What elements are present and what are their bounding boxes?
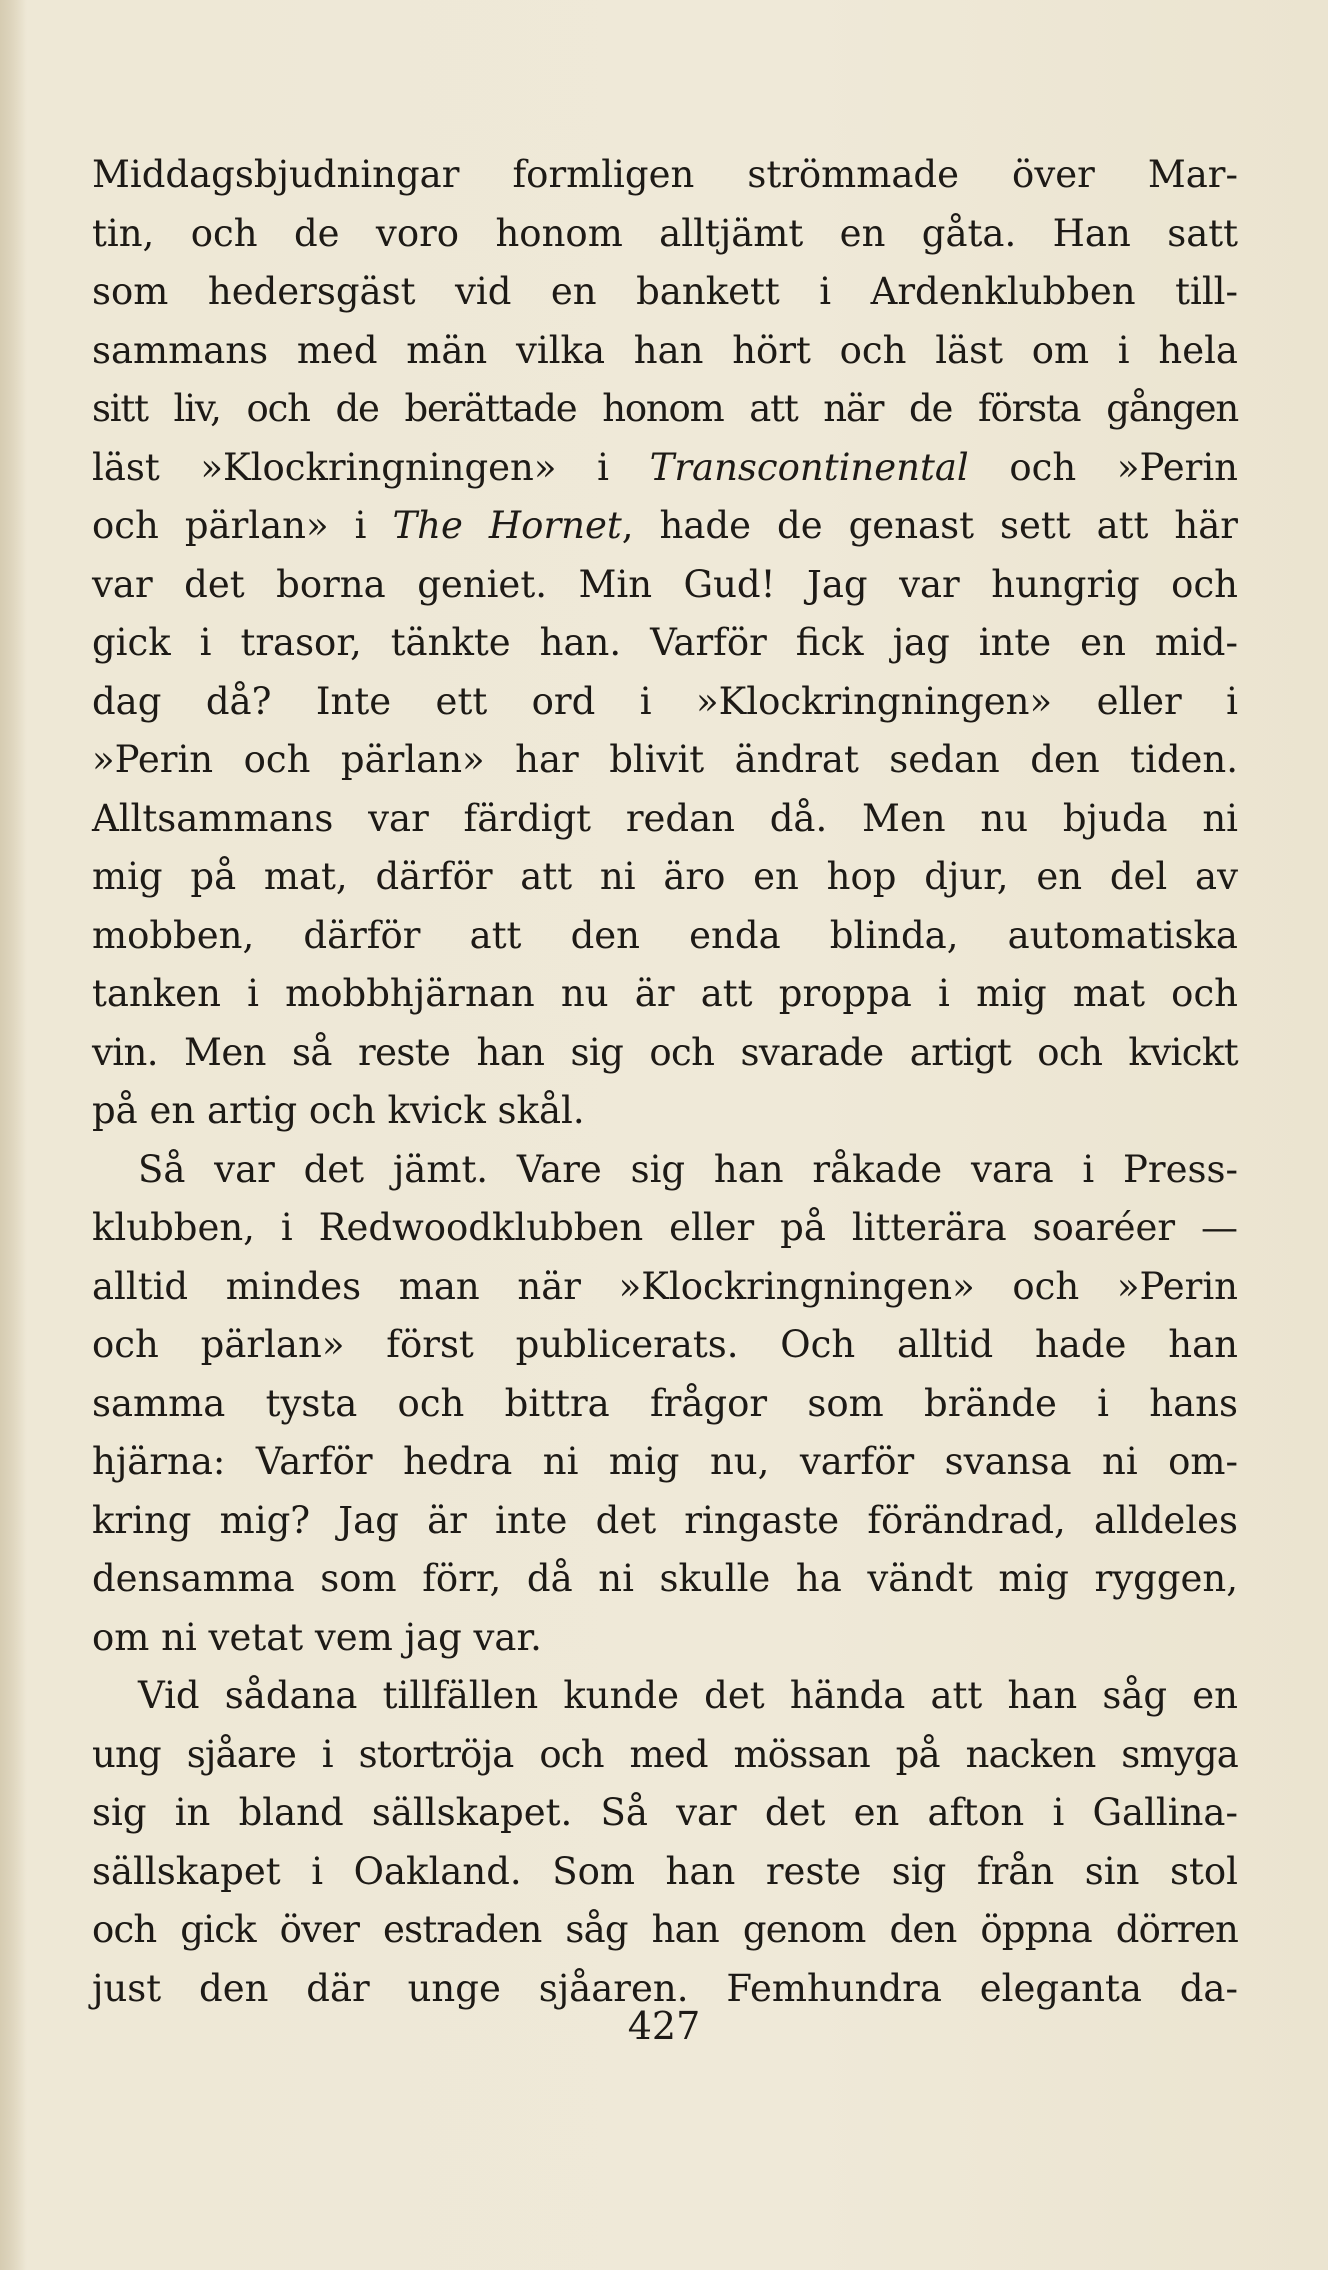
text-line: kring mig? Jag är inte det ringaste förändrad, alldeles — [92, 1498, 1238, 1542]
text-line: vin. Men så reste han sig och svarade artigt och kvickt — [92, 1030, 1238, 1074]
text-line: gick i trasor, tänkte han. Varför fick jag inte en mid- — [92, 621, 1238, 664]
text-line: på en artig och kvick skål. — [92, 1089, 585, 1132]
text-line: och pärlan» först publicerats. Och alltid hade han — [92, 1323, 1238, 1366]
text-line: om ni vetat vem jag var. — [92, 1615, 542, 1659]
text-line: alltid mindes man när »Klockringningen» och »Perin — [92, 1264, 1238, 1308]
text-line: sällskapet i Oakland. Som han reste sig från sin stol — [92, 1849, 1238, 1893]
italic-title: Transcontinental — [649, 445, 969, 489]
body-text — [92, 146, 1238, 2018]
text-line: ung sjåare i stortröja och med mössan på nacken smyga — [92, 1732, 1238, 1776]
text-line: tin, och de voro honom alltjämt en gåta. Han satt — [92, 211, 1238, 255]
text-line: och pärlan» i The Hornet, hade de genast sett att här — [92, 504, 1238, 547]
text-line: »Perin och pärlan» har blivit ändrat sedan den tiden. — [92, 738, 1238, 781]
text-line: Så var det jämt. Vare sig han råkade vara i Press- — [138, 1147, 1238, 1191]
text-line: hjärna: Varför hedra ni mig nu, varför svansa ni om- — [92, 1440, 1238, 1483]
text-line: var det borna geniet. Min Gud! Jag var hungrig och — [92, 562, 1238, 606]
text-line: samma tysta och bittra frågor som brände i hans — [92, 1381, 1238, 1425]
text-line: sammans med män vilka han hört och läst om i hela — [92, 328, 1238, 372]
text-line: densamma som förr, då ni skulle ha vändt mig ryggen, — [92, 1557, 1238, 1600]
text-line: tanken i mobbhjärnan nu är att proppa i mig mat och — [92, 972, 1238, 1015]
text-line: dag då? Inte ett ord i »Klockringningen» eller i — [92, 679, 1238, 723]
text-line: klubben, i Redwoodklubben eller på litterära soaréer — — [92, 1206, 1238, 1249]
text-line: just den där unge sjåaren. Femhundra eleganta da- — [92, 1966, 1238, 2010]
page-gutter-shadow — [0, 0, 26, 2270]
text-line: Vid sådana tillfällen kunde det hända att han såg en — [138, 1674, 1238, 1717]
text-line: sitt liv, och de berättade honom att när de första gången — [92, 387, 1238, 430]
text-line: och gick över estraden såg han genom den öppna dörren — [92, 1908, 1238, 1951]
italic-title: The Hornet — [392, 504, 622, 547]
text-line: mobben, därför att den enda blinda, automatiska — [92, 913, 1238, 957]
text-line: läst »Klockringningen» i Transcontinental och »Perin — [92, 445, 1238, 489]
text-line: sig in bland sällskapet. Så var det en afton i Gallina- — [92, 1791, 1238, 1834]
text-line: som hedersgäst vid en bankett i Ardenklubben till- — [92, 270, 1238, 313]
text-line: Middagsbjudningar formligen strömmade över Mar- — [92, 153, 1238, 196]
text-line: Alltsammans var färdigt redan då. Men nu bjuda ni — [92, 796, 1238, 840]
text-line: mig på mat, därför att ni äro en hop djur, en del av — [92, 855, 1238, 898]
page-number: 427 — [627, 2004, 701, 2048]
